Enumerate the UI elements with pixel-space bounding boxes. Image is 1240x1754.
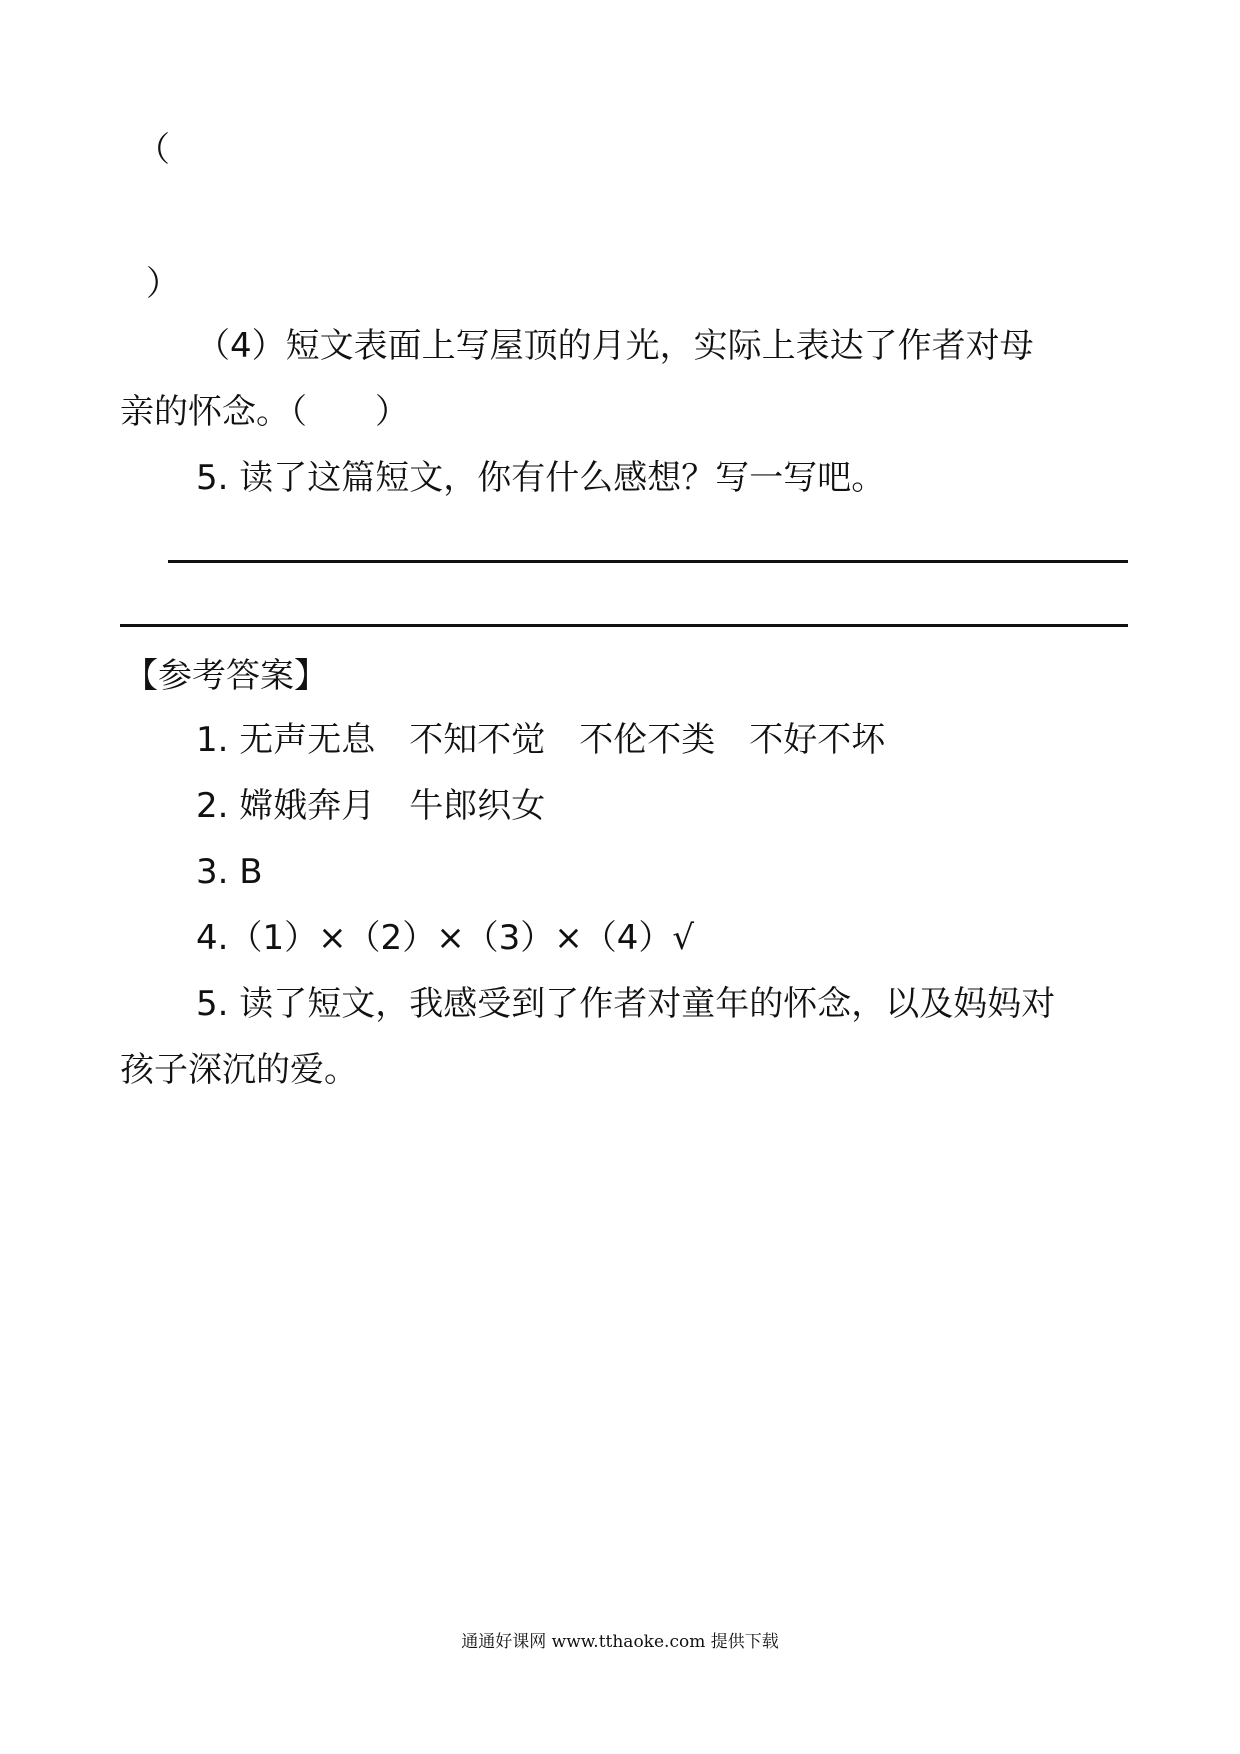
- q4-item4-line2: 亲的怀念。（ ）: [120, 392, 409, 432]
- answer-3: 3. B: [196, 852, 263, 892]
- q5-prompt: 5. 读了这篇短文，你有什么感想？写一写吧。: [196, 458, 886, 498]
- answer-1: 1. 无声无息 不知不觉 不伦不类 不好不坏: [196, 720, 886, 760]
- answer-2: 2. 嫦娥奔月 牛郎织女: [196, 786, 546, 826]
- answer-writing-line-2[interactable]: [120, 624, 1128, 627]
- answer-4: 4.（1）×（2）×（3）×（4）√: [196, 918, 695, 958]
- q4-item4-line1: （4）短文表面上写屋顶的月光，实际上表达了作者对母: [196, 326, 1034, 366]
- answer-writing-line-1[interactable]: [168, 560, 1128, 563]
- answer-5-line2: 孩子深沉的爱。: [120, 1050, 358, 1090]
- page-footer: 通通好课网 www.tthaoke.com 提供下载: [461, 1632, 779, 1652]
- answers-heading: 【参考答案】: [124, 656, 328, 696]
- q3-open-paren: （: [136, 130, 170, 170]
- q3-close-paren: ）: [146, 264, 180, 304]
- answer-5-line1: 5. 读了短文，我感受到了作者对童年的怀念，以及妈妈对: [196, 984, 1056, 1024]
